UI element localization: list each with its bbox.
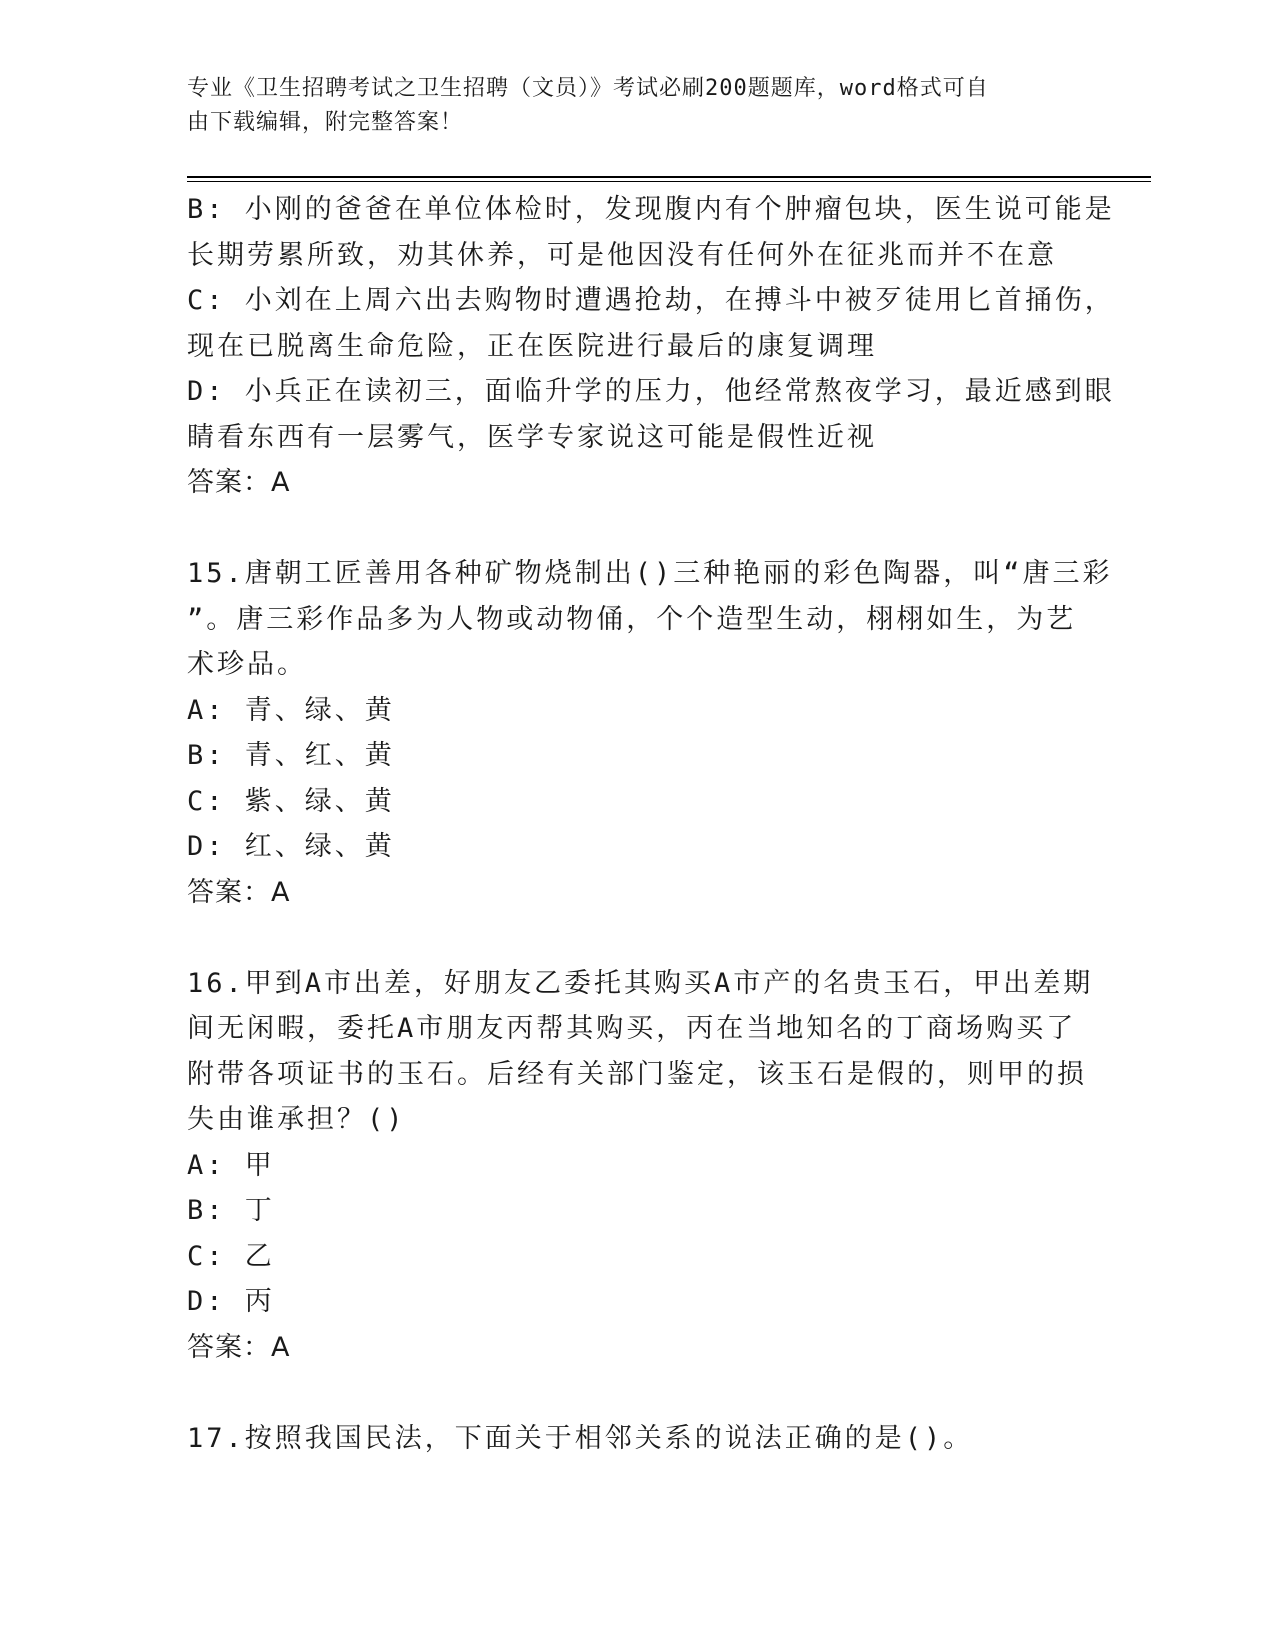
option-b: B: 青、红、黄	[187, 740, 395, 771]
question-15	[187, 551, 1113, 915]
question-spacer	[187, 506, 1087, 552]
question-14-partial	[187, 187, 1115, 506]
option-b: B: 小刚的爸爸在单位体检时，发现腹内有个肿瘤包块，医生说可能是	[187, 194, 1115, 225]
question-stem-continued: 失由谁承担？()	[187, 1104, 406, 1135]
option-a: A: 甲	[187, 1149, 275, 1181]
question-17	[187, 1416, 1087, 1462]
question-spacer	[187, 1370, 1087, 1416]
document-header	[187, 72, 1067, 140]
header-title-line-1: 专业《卫生招聘考试之卫生招聘（文员）》考试必刷200题题库，word格式可自	[187, 76, 989, 101]
option-b: B: 丁	[187, 1195, 275, 1226]
answer-line: 答案：A	[187, 1331, 291, 1363]
question-stem-continued: ”。唐三彩作品多为人物或动物俑，个个造型生动，栩栩如生，为艺	[187, 603, 1077, 635]
option-b-continued: 长期劳累所致，劝其休养，可是他因没有任何外在征兆而并不在意	[187, 239, 1057, 271]
option-c: C: 小刘在上周六出去购物时遭遇抢劫，在搏斗中被歹徒用匕首捅伤，	[187, 285, 1115, 316]
option-d: D: 小兵正在读初三，面临升学的压力，他经常熬夜学习，最近感到眼	[187, 376, 1115, 407]
question-stem: 15.唐朝工匠善用各种矿物烧制出()三种艳丽的彩色陶器，叫“唐三彩	[187, 558, 1113, 589]
question-stem-continued: 术珍品。	[187, 649, 307, 680]
header-divider-thick	[187, 176, 1151, 178]
question-list	[187, 187, 1115, 1461]
question-16	[187, 961, 1094, 1371]
question-spacer	[187, 915, 1087, 961]
option-d: D: 丙	[187, 1286, 275, 1317]
header-divider-thin	[187, 181, 1151, 182]
question-stem: 16.甲到A市出差，好朋友乙委托其购买A市产的名贵玉石，甲出差期	[187, 967, 1094, 999]
answer-line: 答案：A	[187, 467, 291, 498]
question-stem-continued: 间无闲暇，委托A市朋友丙帮其购买，丙在当地知名的丁商场购买了	[187, 1013, 1077, 1044]
question-stem-continued: 附带各项证书的玉石。后经有关部门鉴定，该玉石是假的，则甲的损	[187, 1058, 1087, 1090]
option-c-continued: 现在已脱离生命危险，正在医院进行最后的康复调理	[187, 330, 877, 362]
option-d: D: 红、绿、黄	[187, 831, 395, 862]
question-stem: 17.按照我国民法，下面关于相邻关系的说法正确的是()。	[187, 1422, 974, 1454]
option-c: C: 紫、绿、黄	[187, 785, 395, 817]
header-title-line-2: 由下载编辑，附完整答案！	[187, 110, 464, 135]
option-d-continued: 睛看东西有一层雾气，医学专家说这可能是假性近视	[187, 421, 877, 453]
option-a: A: 青、绿、黄	[187, 694, 395, 726]
option-c: C: 乙	[187, 1240, 275, 1272]
answer-line: 答案：A	[187, 876, 291, 908]
